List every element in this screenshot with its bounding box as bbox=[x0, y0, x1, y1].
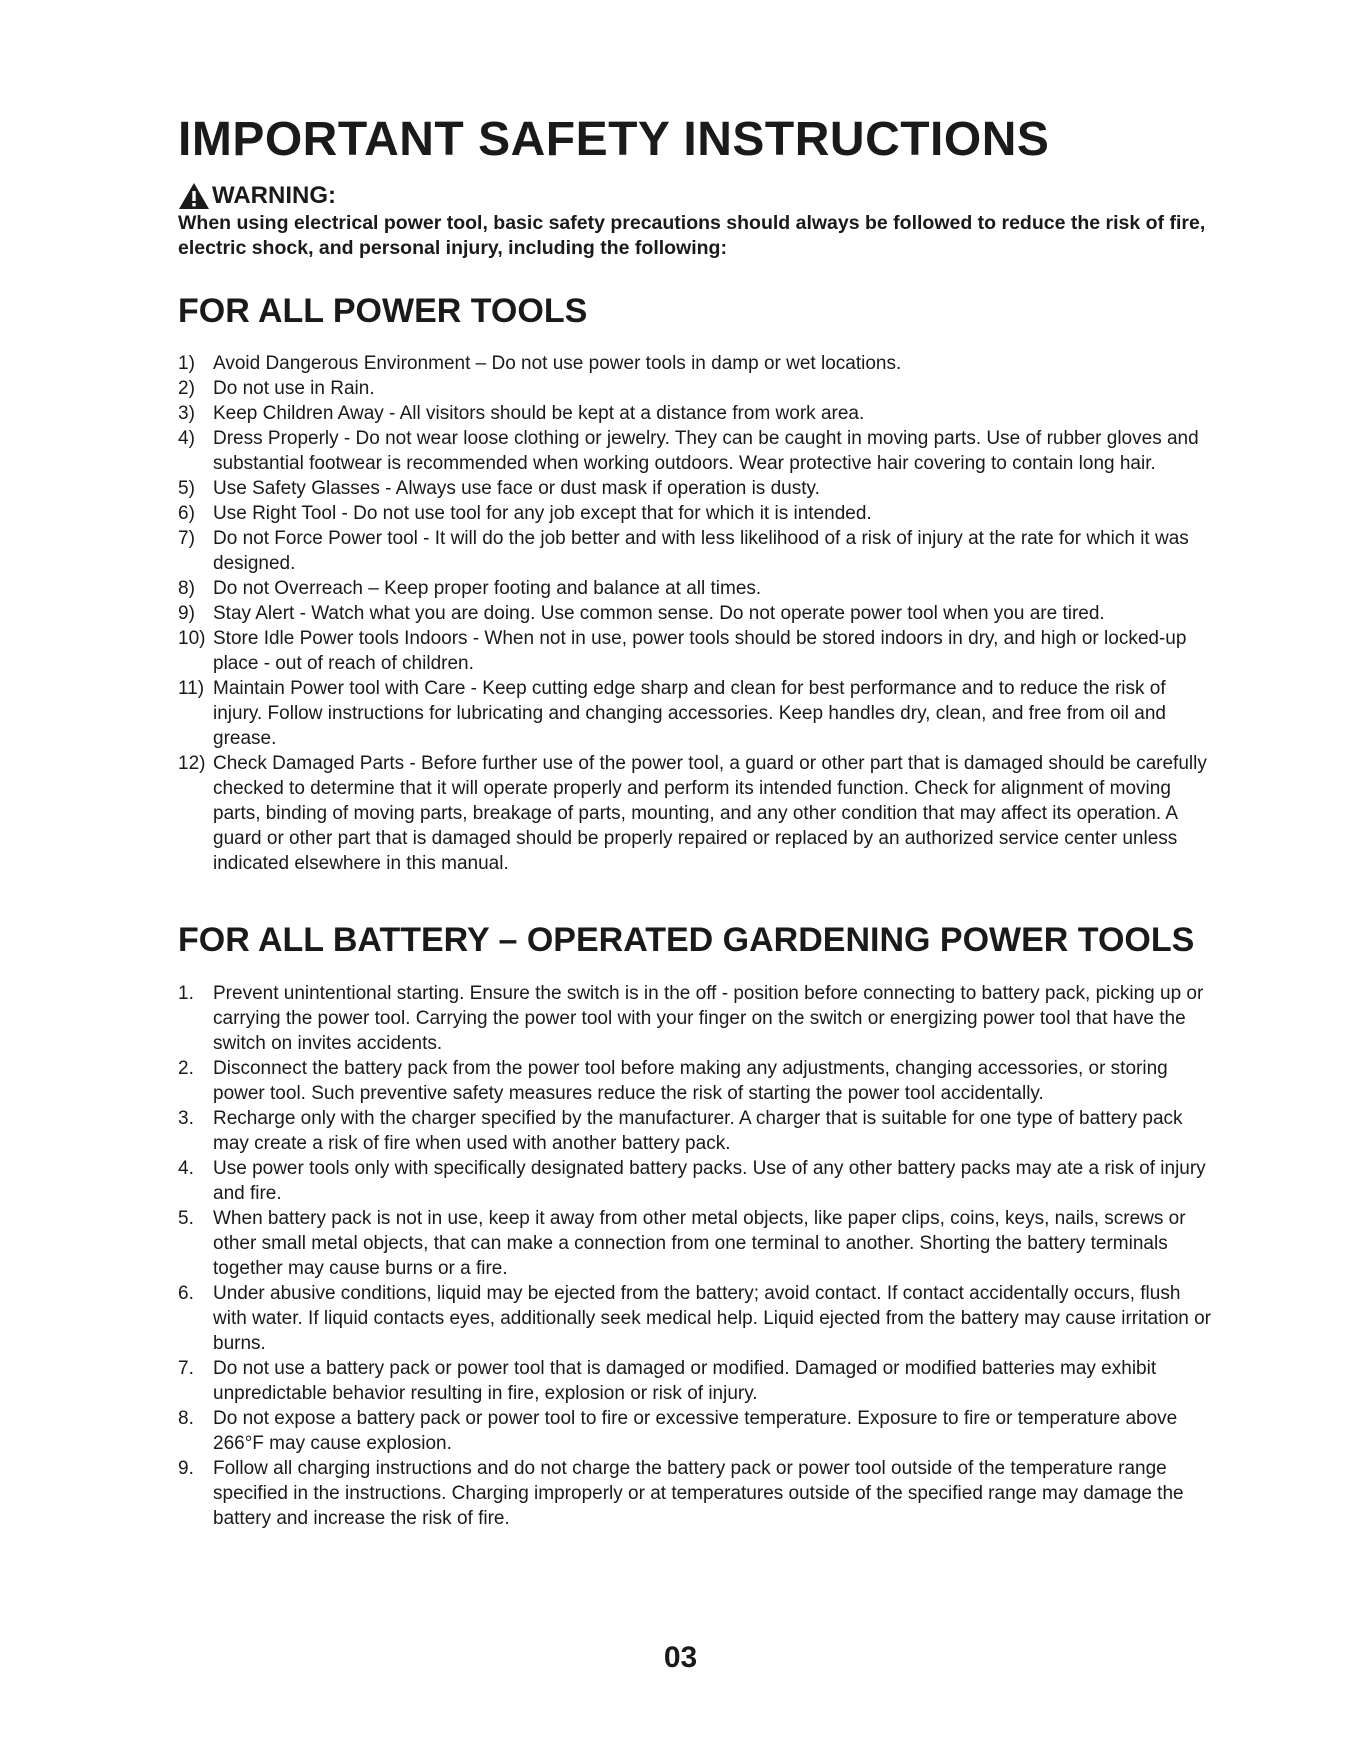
section-title-power-tools: FOR ALL POWER TOOLS bbox=[178, 292, 588, 330]
list-item bbox=[178, 626, 1218, 676]
list-item bbox=[178, 501, 1218, 526]
list-item-number: 5. bbox=[178, 1208, 194, 1229]
list-item bbox=[178, 476, 1218, 501]
list-item-text: Avoid Dangerous Environment – Do not use power tools in damp or wet locations. bbox=[213, 353, 902, 374]
list-item-number: 12) bbox=[178, 753, 206, 774]
list-item-text: Use Right Tool - Do not use tool for any job except that for which it is intended. bbox=[213, 503, 872, 524]
list-item-text: Recharge only with the charger specified by the manufacturer. A charger that is suitable for one type of battery pack may create a risk of fire when used with another battery pack. bbox=[213, 1108, 1183, 1154]
list-item bbox=[178, 576, 1218, 601]
list-item-number: 8. bbox=[178, 1408, 194, 1429]
power-tools-list bbox=[178, 351, 1218, 876]
list-item-text: Disconnect the battery pack from the power tool before making any adjustments, changing accessories, or storing power tool. Such preventive safety measures reduce the risk of starting the power tool accidentally. bbox=[213, 1058, 1168, 1104]
warning-triangle-icon bbox=[178, 182, 210, 210]
list-item bbox=[178, 751, 1218, 876]
list-item-text: Maintain Power tool with Care - Keep cutting edge sharp and clean for best performance and to reduce the risk of injury. Follow instructions for lubricating and changing accessories. Keep handles dry, clean, and free from oil and grease. bbox=[213, 678, 1166, 749]
list-item-text: Use Safety Glasses - Always use face or dust mask if operation is dusty. bbox=[213, 478, 820, 499]
list-item bbox=[178, 1106, 1218, 1156]
list-item-number: 1. bbox=[178, 983, 194, 1004]
page-title: IMPORTANT SAFETY INSTRUCTIONS bbox=[178, 113, 1050, 166]
list-item bbox=[178, 351, 1218, 376]
list-item bbox=[178, 376, 1218, 401]
warning-label: WARNING: bbox=[212, 182, 336, 209]
list-item-number: 6) bbox=[178, 503, 195, 524]
list-item bbox=[178, 1281, 1218, 1356]
list-item-number: 2) bbox=[178, 378, 195, 399]
warning-text: When using electrical power tool, basic safety precautions should always be followed to reduce the risk of fire, electric shock, and personal injury, including the following: bbox=[178, 212, 1206, 259]
list-item-number: 4) bbox=[178, 428, 195, 449]
list-item-number: 3. bbox=[178, 1108, 194, 1129]
list-item-text: Do not Overreach – Keep proper footing and balance at all times. bbox=[213, 578, 762, 599]
list-item bbox=[178, 1356, 1218, 1406]
list-item bbox=[178, 601, 1218, 626]
list-item-number: 6. bbox=[178, 1283, 194, 1304]
list-item-text: Use power tools only with specifically designated battery packs. Use of any other battery packs may ate a risk of injury and fire. bbox=[213, 1158, 1206, 1204]
list-item-text: Do not Force Power tool - It will do the job better and with less likelihood of a risk of injury at the rate for which it was designed. bbox=[213, 528, 1189, 574]
list-item bbox=[178, 1406, 1218, 1456]
list-item-number: 5) bbox=[178, 478, 195, 499]
list-item bbox=[178, 676, 1218, 751]
list-item-number: 9. bbox=[178, 1458, 194, 1479]
list-item bbox=[178, 1456, 1218, 1531]
page-number: 03 bbox=[663, 1641, 698, 1674]
list-item-number: 11) bbox=[178, 678, 205, 699]
list-item-text: Stay Alert - Watch what you are doing. Use common sense. Do not operate power tool when you are tired. bbox=[213, 603, 1105, 624]
document-page bbox=[178, 112, 1218, 1531]
list-item-number: 3) bbox=[178, 403, 195, 424]
list-item-text: Keep Children Away - All visitors should be kept at a distance from work area. bbox=[213, 403, 865, 424]
list-item-number: 7) bbox=[178, 528, 195, 549]
list-item bbox=[178, 1206, 1218, 1281]
list-item-number: 7. bbox=[178, 1358, 194, 1379]
list-item-text: Follow all charging instructions and do not charge the battery pack or power tool outside of the temperature range specified in the instructions. Charging improperly or at temperatures outside of the specified range may damage the battery and increase the risk of fire. bbox=[213, 1458, 1184, 1529]
list-item-text: Prevent unintentional starting. Ensure the switch is in the off - position before connecting to battery pack, picking up or carrying the power tool. Carrying the power tool with your finger on the switch or energizing power tool that have the switch on invites accidents. bbox=[213, 983, 1204, 1054]
list-item-text: Store Idle Power tools Indoors - When not in use, power tools should be stored indoors in dry, and high or locked-up place - out of reach of children. bbox=[213, 628, 1187, 674]
list-item bbox=[178, 981, 1218, 1056]
list-item bbox=[178, 1156, 1218, 1206]
list-item-text: Do not expose a battery pack or power tool to fire or excessive temperature. Exposure to fire or temperature above 266°F may cause explosion. bbox=[213, 1408, 1178, 1454]
list-item bbox=[178, 526, 1218, 576]
list-item bbox=[178, 426, 1218, 476]
list-item-text: Dress Properly - Do not wear loose clothing or jewelry. They can be caught in moving parts. Use of rubber gloves and substantial footwear is recommended when working outdoors. Wear protective hair covering to contain long hair. bbox=[213, 428, 1199, 474]
list-item-text: Check Damaged Parts - Before further use of the power tool, a guard or other part that is damaged should be carefully checked to determine that it will operate properly and perform its intended function. Check for alignment of moving parts, binding of moving parts, breakage of parts, mounting, and any other condition that may affect its operation. A guard or other part that is damaged should be properly repaired or replaced by an authorized service center unless indicated elsewhere in this manual. bbox=[213, 753, 1207, 874]
list-item bbox=[178, 401, 1218, 426]
list-item bbox=[178, 1056, 1218, 1106]
list-item-number: 2. bbox=[178, 1058, 194, 1079]
section-title-battery-tools: FOR ALL BATTERY – OPERATED GARDENING POWER TOOLS bbox=[178, 921, 1195, 959]
list-item-text: Do not use in Rain. bbox=[213, 378, 375, 399]
battery-tools-list bbox=[178, 981, 1218, 1531]
list-item-number: 1) bbox=[178, 353, 195, 374]
list-item-text: When battery pack is not in use, keep it away from other metal objects, like paper clips, coins, keys, nails, screws or other small metal objects, that can make a connection from one terminal to another. Shorting the battery terminals together may cause burns or a fire. bbox=[213, 1208, 1186, 1279]
list-item-number: 9) bbox=[178, 603, 195, 624]
list-item-text: Do not use a battery pack or power tool that is damaged or modified. Damaged or modified batteries may exhibit unpredictable behavior resulting in fire, explosion or risk of injury. bbox=[213, 1358, 1157, 1404]
list-item-number: 4. bbox=[178, 1158, 194, 1179]
list-item-text: Under abusive conditions, liquid may be ejected from the battery; avoid contact. If contact accidentally occurs, flush with water. If liquid contacts eyes, additionally seek medical help. Liquid ejected from the battery may cause irritation or burns. bbox=[213, 1283, 1212, 1354]
list-item-number: 10) bbox=[178, 628, 206, 649]
list-item-number: 8) bbox=[178, 578, 195, 599]
warning-heading bbox=[178, 182, 1218, 210]
